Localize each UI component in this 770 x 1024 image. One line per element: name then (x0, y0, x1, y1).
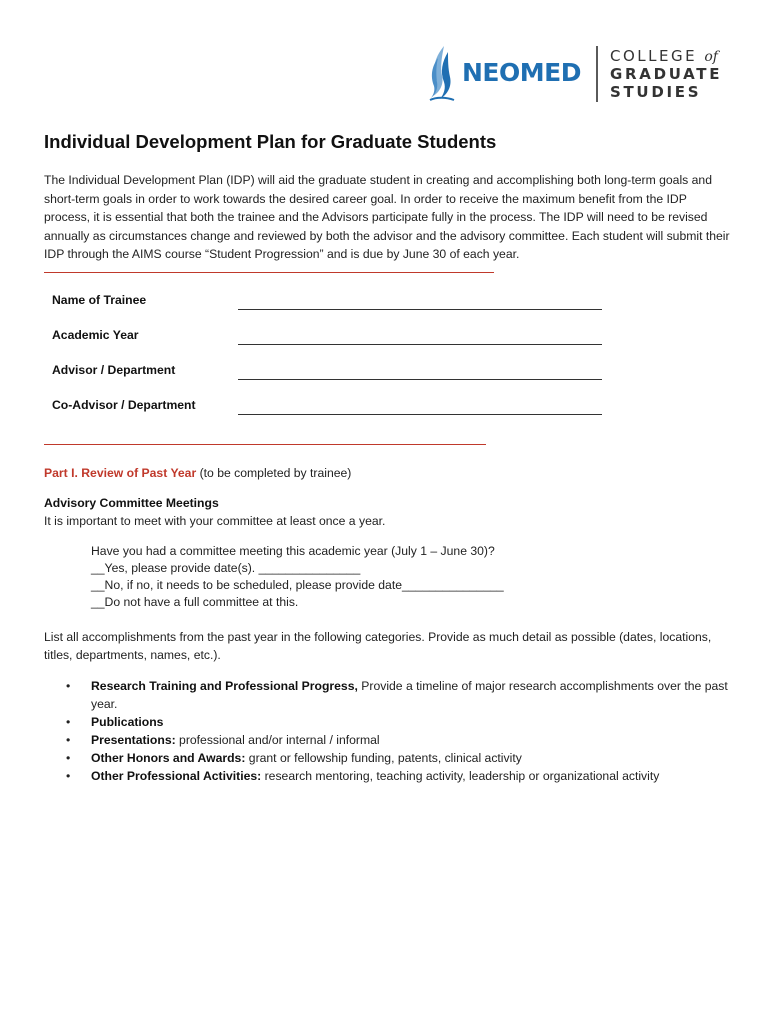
meetings-heading: Advisory Committee Meetings (44, 496, 219, 510)
list-item (66, 677, 731, 713)
logo-studies-word: STUDIES (610, 83, 702, 101)
bullet-icon: • (66, 769, 71, 783)
bullet-icon: • (66, 751, 71, 765)
field-input-co-advisor-department[interactable] (238, 414, 602, 415)
category-title: Other Honors and Awards: (91, 751, 246, 765)
list-item (66, 713, 731, 731)
category-title: Presentations: (91, 733, 176, 747)
field-label-academic-year: Academic Year (52, 328, 139, 342)
section-divider-top (44, 272, 494, 273)
neomed-flame-icon (424, 44, 460, 104)
category-text: Provide a timeline of major research accomplishments over the past year. (91, 679, 728, 711)
list-item (66, 767, 731, 785)
meeting-option-yes[interactable]: __Yes, please provide date(s). _______________ (91, 561, 361, 575)
accomplishments-intro: List all accomplishments from the past year in the following categories. Provide as much detail as possible (dates, locations, titles, departments, names, etc.). (44, 630, 712, 662)
logo-graduate-word: GRADUATE (610, 65, 723, 83)
bullet-icon: • (66, 715, 71, 729)
field-input-academic-year[interactable] (238, 344, 602, 345)
list-item (66, 731, 731, 749)
document-title: Individual Development Plan for Graduate Students (44, 131, 497, 152)
field-input-name-of-trainee[interactable] (238, 309, 602, 310)
category-text: research mentoring, teaching activity, leadership or organizational activity (261, 769, 660, 783)
accomplishment-categories-list (66, 677, 731, 785)
field-input-advisor-department[interactable] (238, 379, 602, 380)
part-one-title: Part I. Review of Past Year (44, 466, 197, 480)
intro-paragraph: The Individual Development Plan (IDP) will aid the graduate student in creating and accomplishing both long-term goals and short-term goals in order to work towards the desired career goal. In order to receive the maximum benefit from the IDP process, it is essential that both the trainee and the Advisors participate fully in the process. The IDP will need to be revised annually as circumstances change and reviewed by both the advisor and the advisory committee. Each student will submit their IDP through the AIMS course “Student Progression” and is due by June 30 of each year. (44, 173, 730, 261)
field-label-advisor-department: Advisor / Department (52, 363, 176, 377)
logo-divider (596, 46, 598, 102)
list-item (66, 749, 731, 767)
bullet-icon: • (66, 679, 71, 693)
category-title: Publications (91, 715, 164, 729)
logo-of-word: of (704, 49, 718, 65)
bullet-icon: • (66, 733, 71, 747)
part-one-note: (to be completed by trainee) (196, 466, 352, 480)
field-label-co-advisor-department: Co-Advisor / Department (52, 398, 196, 412)
meeting-question: Have you had a committee meeting this academic year (July 1 – June 30)? (91, 544, 495, 558)
college-logo (424, 44, 723, 104)
category-text: grant or fellowship funding, patents, clinical activity (245, 751, 522, 765)
logo-college-word: COLLEGE (610, 47, 698, 65)
field-label-name-of-trainee: Name of Trainee (52, 293, 147, 307)
logo-college-line (610, 48, 718, 66)
part-one-heading (44, 466, 351, 480)
meeting-option-no-committee[interactable]: __Do not have a full committee at this. (91, 595, 299, 609)
category-title: Other Professional Activities: (91, 769, 262, 783)
category-title: Research Training and Professional Progress, (91, 679, 358, 693)
logo-brand-name: NEOMED (462, 58, 581, 87)
meeting-option-no[interactable]: __No, if no, it needs to be scheduled, please provide date_______________ (91, 578, 504, 592)
meetings-text: It is important to meet with your committee at least once a year. (44, 514, 386, 528)
category-text: professional and/or internal / informal (175, 733, 380, 747)
section-divider-bottom (44, 444, 486, 445)
